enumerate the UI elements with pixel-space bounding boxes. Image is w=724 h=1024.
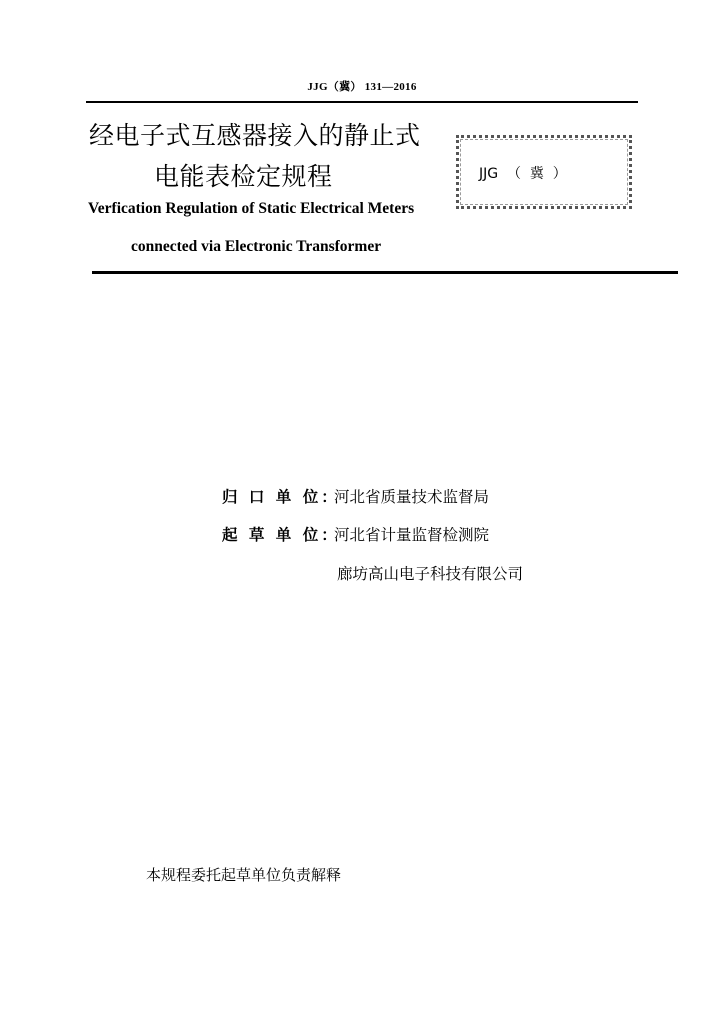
standard-code-header: JJG（冀） 131—2016	[307, 81, 417, 93]
header-divider	[86, 101, 638, 103]
chinese-title-line-2: 电能表检定规程	[154, 162, 333, 191]
title-divider	[92, 271, 678, 274]
responsible-unit-value: 河北省质量技术监督局	[334, 488, 490, 506]
drafting-unit-label: 起 草 单 位：	[222, 526, 340, 544]
standard-number-box	[456, 135, 632, 209]
responsible-unit-label: 归 口 单 位：	[222, 488, 340, 506]
english-title-line-2: connected via Electronic Transformer	[131, 238, 382, 255]
drafting-unit-value-2: 廊坊高山电子科技有限公司	[337, 565, 524, 583]
drafting-unit-value: 河北省计量监督检测院	[334, 526, 490, 544]
interpretation-note: 本规程委托起草单位负责解释	[146, 866, 342, 884]
chinese-title-line-1: 经电子式互感器接入的静止式	[89, 121, 421, 150]
english-title-line-1: Verfication Regulation of Static Electrical Meters	[88, 200, 415, 217]
standard-number-box-text: JJG （ 冀 ）	[479, 166, 567, 182]
